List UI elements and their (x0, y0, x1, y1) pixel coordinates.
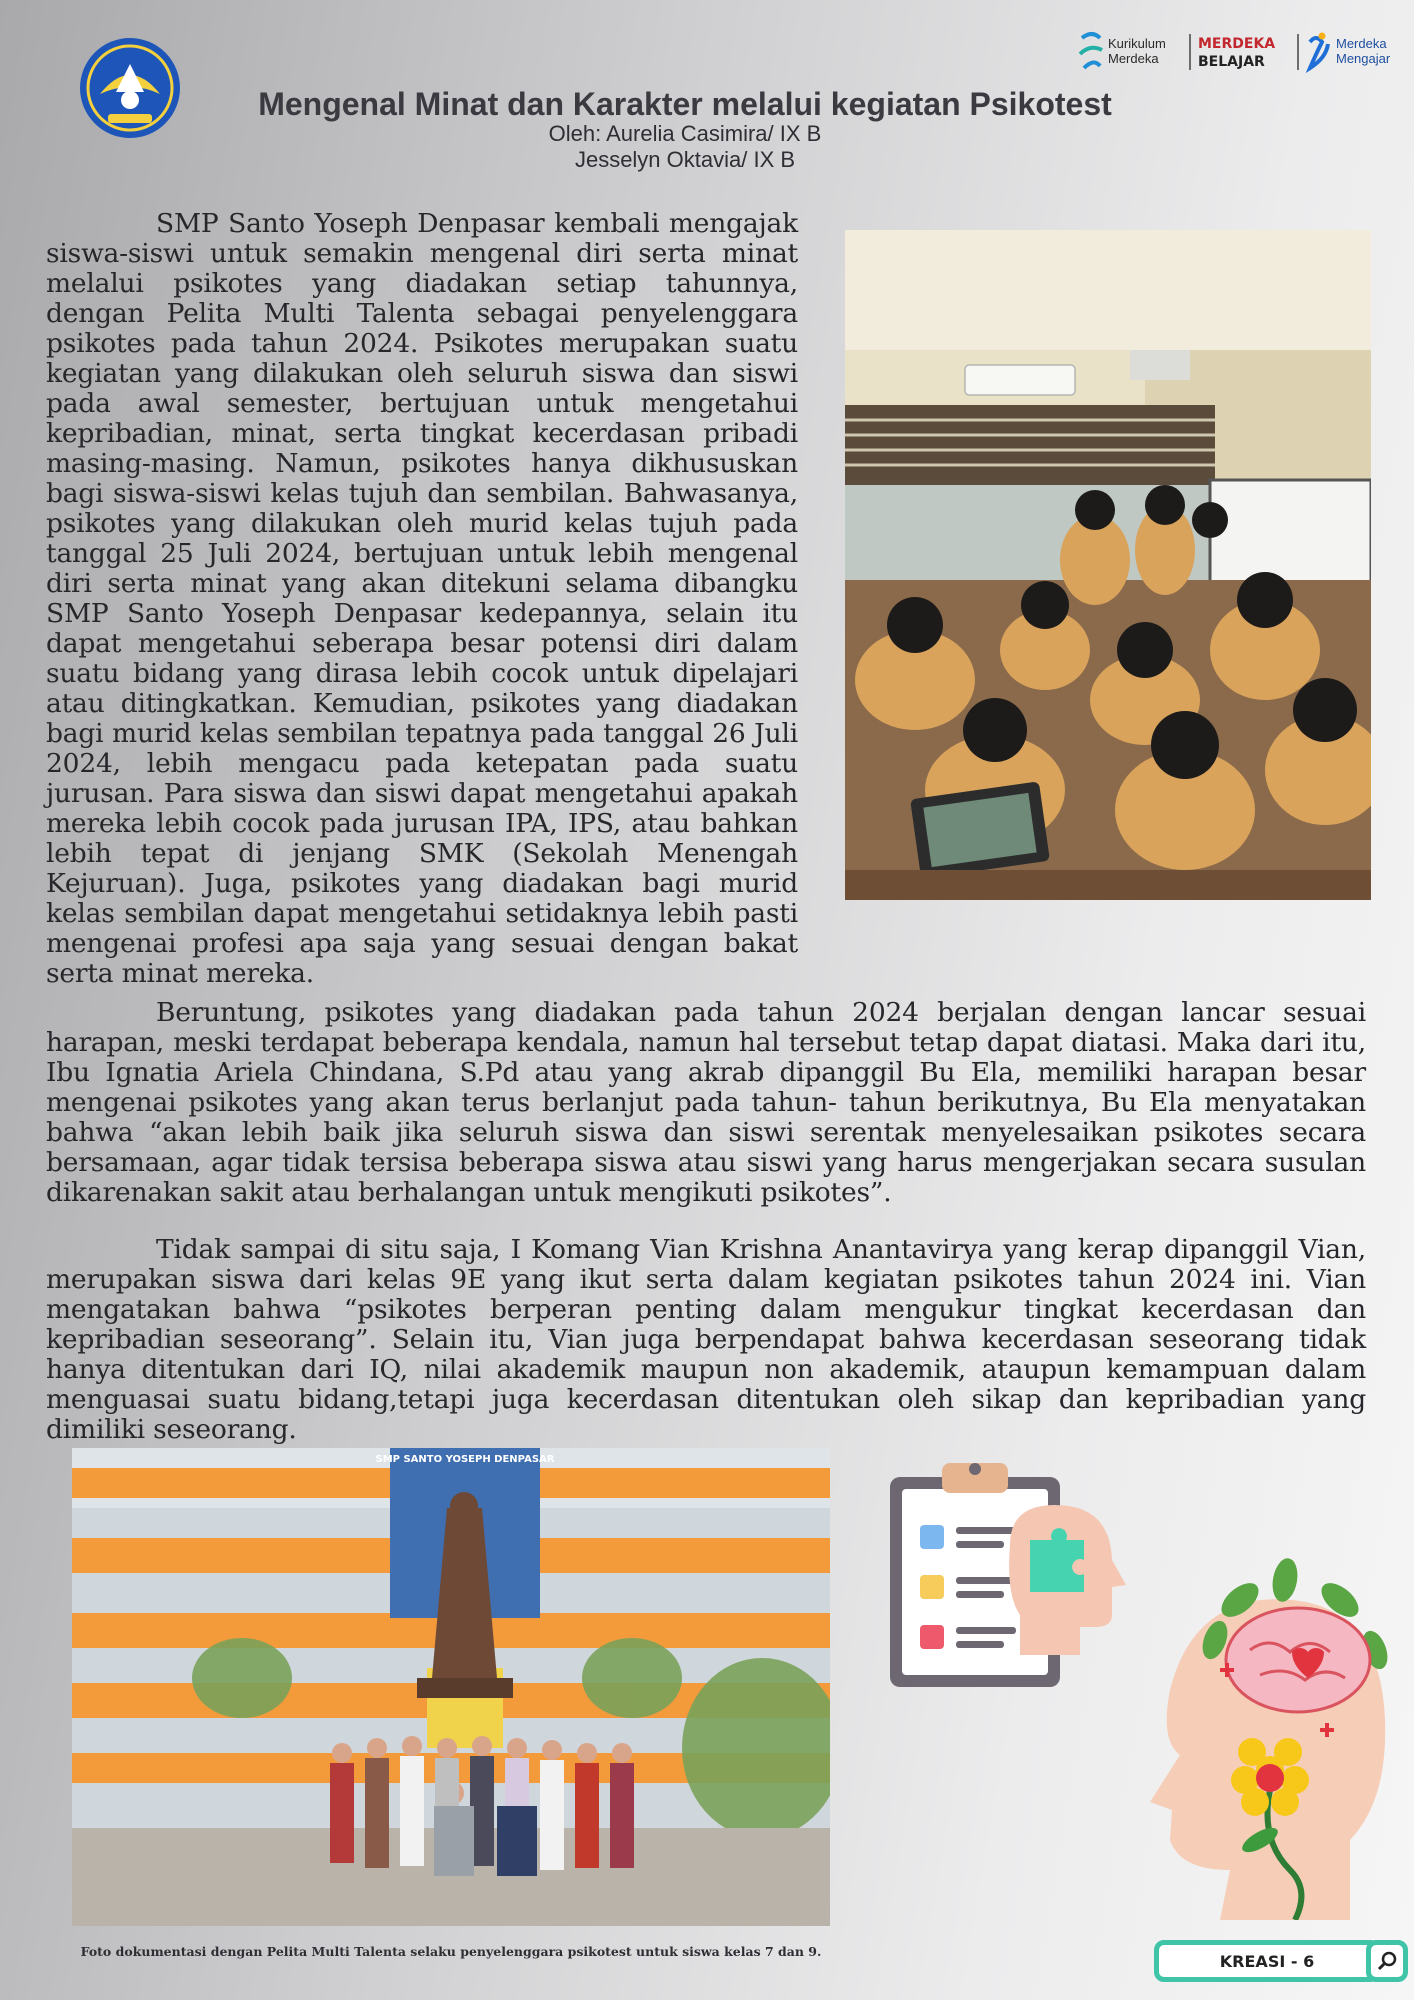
photo-caption: Foto dokumentasi dengan Pelita Multi Talenta selaku penyelenggara psikotest untuk siswa kelas 7 dan 9. (80, 1944, 822, 1959)
logo-text: MERDEKA (1198, 36, 1276, 52)
partner-logos (1076, 28, 1396, 76)
article-paragraph-1: SMP Santo Yoseph Denpasar kembali mengajak siswa-siswi untuk semakin mengenal diri serta minat melalui psikotes yang diadakan setiap tahunnya, dengan Pelita Multi Talenta sebagai penyelenggara psikotes pada tahun 2024. Psikotes merupakan suatu kegiatan yang dilakukan oleh seluruh siswa dan siswi pada awal semester, bertujuan untuk mengetahui kepribadian, minat, serta tingkat kecerdasan pribadi masing-masing. Namun, psikotes hanya dikhususkan bagi siswa-siswi kelas tujuh dan sembilan. Bahwasanya, psikotes yang dilakukan oleh murid kelas tujuh pada tanggal 25 Juli 2024, bertujuan untuk lebih mengenal diri serta minat yang akan ditekuni selama dibangku SMP Santo Yoseph Denpasar kedepannya, selain itu dapat mengetahui seberapa besar potensi diri dalam suatu bidang yang dirasa lebih cocok untuk dipelajari atau ditingkatkan. Kemudian, psikotes yang diadakan bagi murid kelas sembilan tepatnya pada tanggal 26 Juli 2024, lebih mengacu pada ketepatan pada suatu jurusan. Para siswa dan siswi dapat mengetahui apakah mereka lebih cocok pada jurusan IPA, IPS, atau bahkan lebih tepat di jenjang SMK (Sekolah Menengah Kejuruan). Juga, psikotes yang diadakan bagi murid kelas sembilan dapat mengetahui setidaknya lebih pasti mengenai profesi apa saja yang sesuai dengan bakat serta minat mereka. (46, 208, 798, 989)
article-title: Mengenal Minat dan Karakter melalui kegiatan Psikotest (258, 86, 1112, 122)
logo-text: Merdeka (1108, 51, 1159, 66)
logo-text: Merdeka (1336, 36, 1387, 51)
author-line: Jesselyn Oktavia/ IX B (574, 147, 796, 172)
merdeka-mengajar-icon (1310, 38, 1328, 68)
search-button[interactable] (1366, 1940, 1408, 1982)
classroom-photo (845, 230, 1371, 900)
footer-badge-label: KREASI - 6 (1219, 1951, 1315, 1971)
article-paragraph-3: Tidak sampai di situ saja, I Komang Vian Krishna Anantavirya yang kerap dipanggil Vian, merupakan siswa dari kelas 9E yang ikut serta dalam kegiatan psikotes tahun 2024 ini. Vian mengatakan bahwa “psikotes berperan penting dalam mengukur tingkat kecerdasan dan kepribadian seseorang”. Selain itu, Vian juga berpendapat bahwa kecerdasan seseorang tidak hanya ditentukan dari IQ, nilai akademik maupun non akademik, ataupun kemampuan dalam menguasai suatu bidang,tetapi juga kecerdasan ditentukan oleh sikap dan kepribadian yang dimiliki seseorang. (46, 1234, 1366, 1445)
group-photo (72, 1448, 830, 1926)
footer-page-badge (1154, 1940, 1380, 1982)
school-sign: SMP SANTO YOSEPH DENPASAR (375, 1454, 555, 1465)
logo-text: BELAJAR (1198, 54, 1265, 70)
head-brain-flower-illustration (1120, 1540, 1410, 1920)
clipboard-head-illustration (880, 1455, 1140, 1695)
logo-text: Mengajar (1336, 51, 1391, 66)
logo-text: Kurikulum (1108, 36, 1166, 51)
author-line: Oleh: Aurelia Casimira/ IX B (548, 121, 822, 146)
kurikulum-merdeka-icon (1082, 34, 1100, 38)
search-icon (1376, 1950, 1398, 1972)
tut-wuri-handayani-logo (78, 36, 182, 140)
article-paragraph-2: Beruntung, psikotes yang diadakan pada tahun 2024 berjalan dengan lancar sesuai harapan, meski terdapat beberapa kendala, namun hal tersebut tetap dapat diatasi. Maka dari itu, Ibu Ignatia Ariela Chindana, S.Pd atau yang akrab dipanggil Bu Ela, memiliki harapan besar mengenai psikotes yang akan terus berlanjut pada tahun- tahun berikutnya, Bu Ela menyatakan bahwa “akan lebih baik jika seluruh siswa dan siswi serentak menyelesaikan psikotes secara bersamaan, agar tidak tersisa beberapa siswa atau siswi yang harus mengerjakan secara susulan dikarenakan sakit atau berhalangan untuk mengikuti psikotes”. (46, 997, 1366, 1208)
